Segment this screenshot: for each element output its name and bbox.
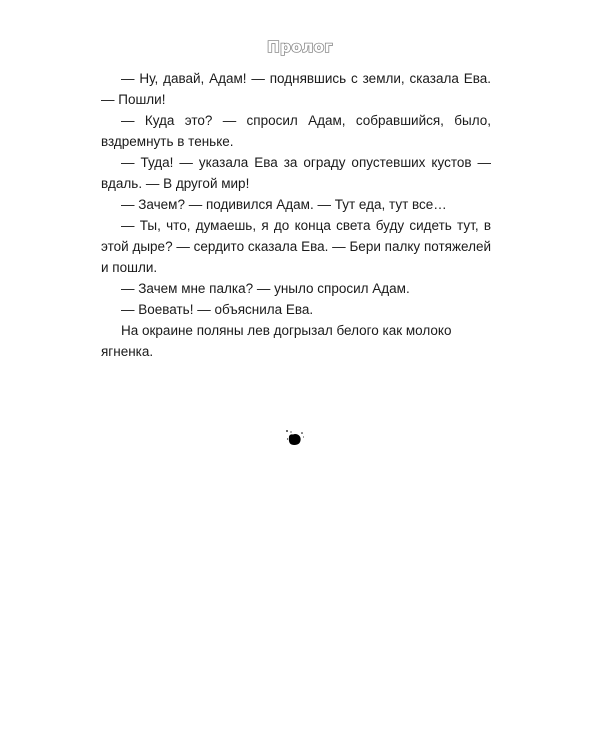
paragraph: — Ну, давай, Адам! — поднявшись с земли, сказала Ева. — Пошли! xyxy=(101,71,491,107)
prose-text xyxy=(101,68,491,362)
paragraph: — Зачем мне палка? — уныло спросил Адам. xyxy=(121,281,410,296)
paragraph: — Куда это? — спросил Адам, собравшийся, было, вздремнуть в теньке. xyxy=(101,113,491,149)
paragraph: На окраине поляны лев догрызал белого как молоко ягненка. xyxy=(101,323,452,359)
ink-blot-ornament-icon xyxy=(284,428,306,450)
paragraph: — Зачем? — подивился Адам. — Тут еда, тут все… xyxy=(121,197,447,212)
paragraph: — Воевать! — объяснила Ева. xyxy=(121,302,314,317)
paragraph: — Туда! — указала Ева за ограду опустевших кустов — вдаль. — В другой мир! xyxy=(101,155,491,191)
paragraph: — Ты, что, думаешь, я до конца света буду сидеть тут, в этой дыре? — сердито сказала Ева. — Бери палку потяжелей и пошли. xyxy=(101,218,491,275)
chapter-heading: Пролог xyxy=(267,38,333,56)
